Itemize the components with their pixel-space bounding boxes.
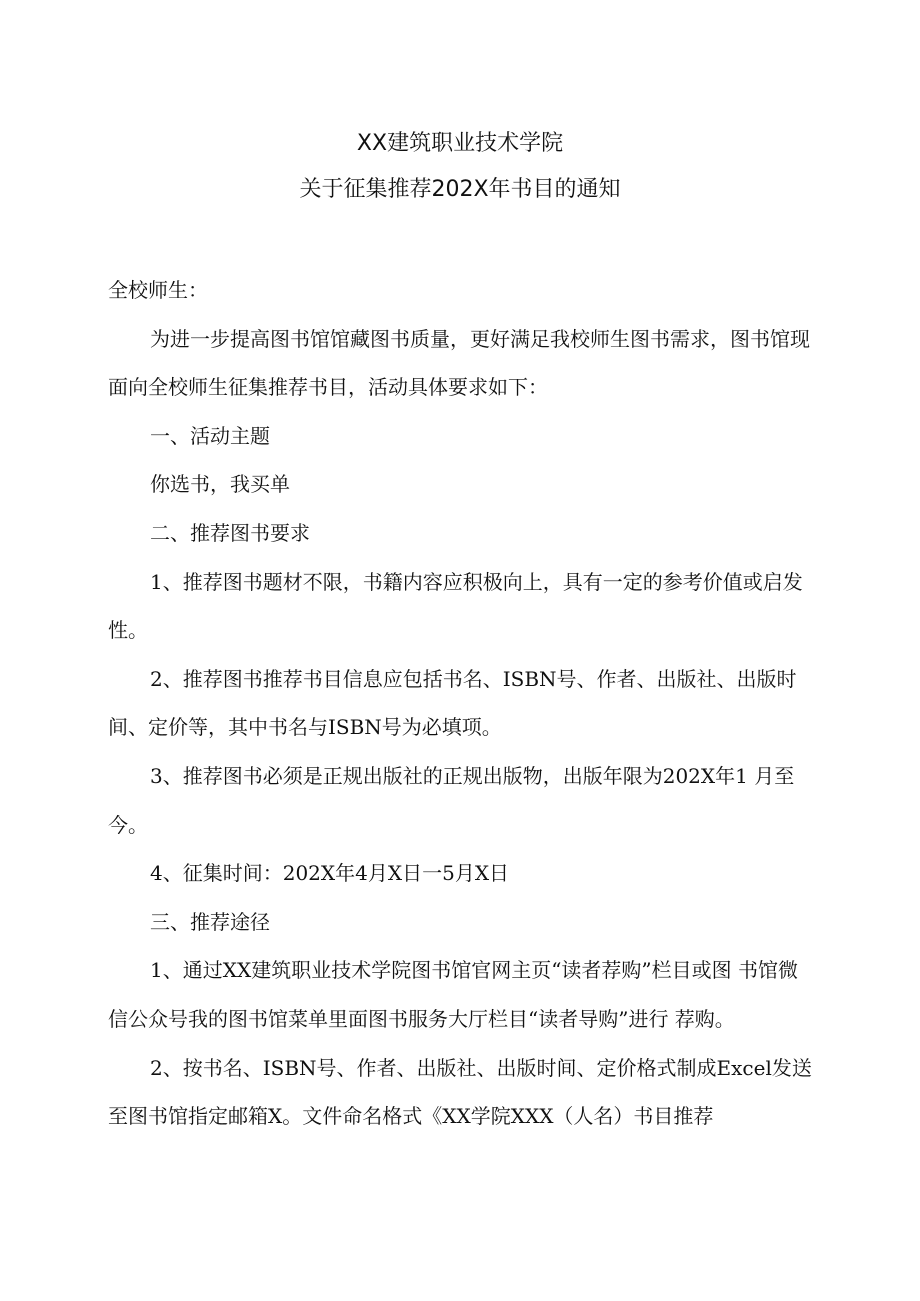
document-title-institution: XX建筑职业技术学院 — [356, 131, 564, 156]
section2-item-4: 4、征集时间：202X年4月X日一5月X日 — [150, 861, 510, 886]
section2-item-2: 2、推荐图书推荐书目信息应包括书名、ISBN号、作者、出版社、出版时间、定价等，其中书名与ISBN号为必填项。 — [108, 666, 797, 740]
section2-heading: 二、推荐图书要求 — [150, 520, 310, 545]
section3-item-1: 1、通过XX建筑职业技术学院图书馆官网主页“读者荐购”栏目或图 书馆微信公众号我的图书馆菜单里面图书服务大厅栏目“读者导购”进行 荐购。 — [108, 958, 799, 1031]
section1-text: 你选书，我买单 — [150, 472, 290, 497]
section3-heading: 三、推荐途径 — [150, 909, 270, 934]
intro-paragraph: 为进一步提高图书馆馆藏图书质量，更好满足我校师生图书需求，图书馆现面向全校师生征集推荐书目，活动具体要求如下： — [108, 326, 810, 400]
section2-item-3: 3、推荐图书必须是正规出版社的正规出版物，出版年限为202X年1 月至今。 — [108, 763, 795, 837]
salutation: 全校师生： — [108, 278, 208, 302]
section2-item-1: 1、推荐图书题材不限，书籍内容应积极向上，具有一定的参考价值或启发性。 — [108, 569, 803, 643]
section3-item-2: 2、按书名、ISBN号、作者、出版社、出版时间、定价格式制成Excel发送至图书馆指定邮箱X。文件命名格式《XX学院XXX（人名）书目推荐 — [108, 1055, 812, 1129]
document-title-notice: 关于征集推荐202X年书目的通知 — [299, 177, 621, 202]
section1-heading: 一、活动主题 — [150, 423, 270, 448]
document-body — [108, 266, 812, 1141]
